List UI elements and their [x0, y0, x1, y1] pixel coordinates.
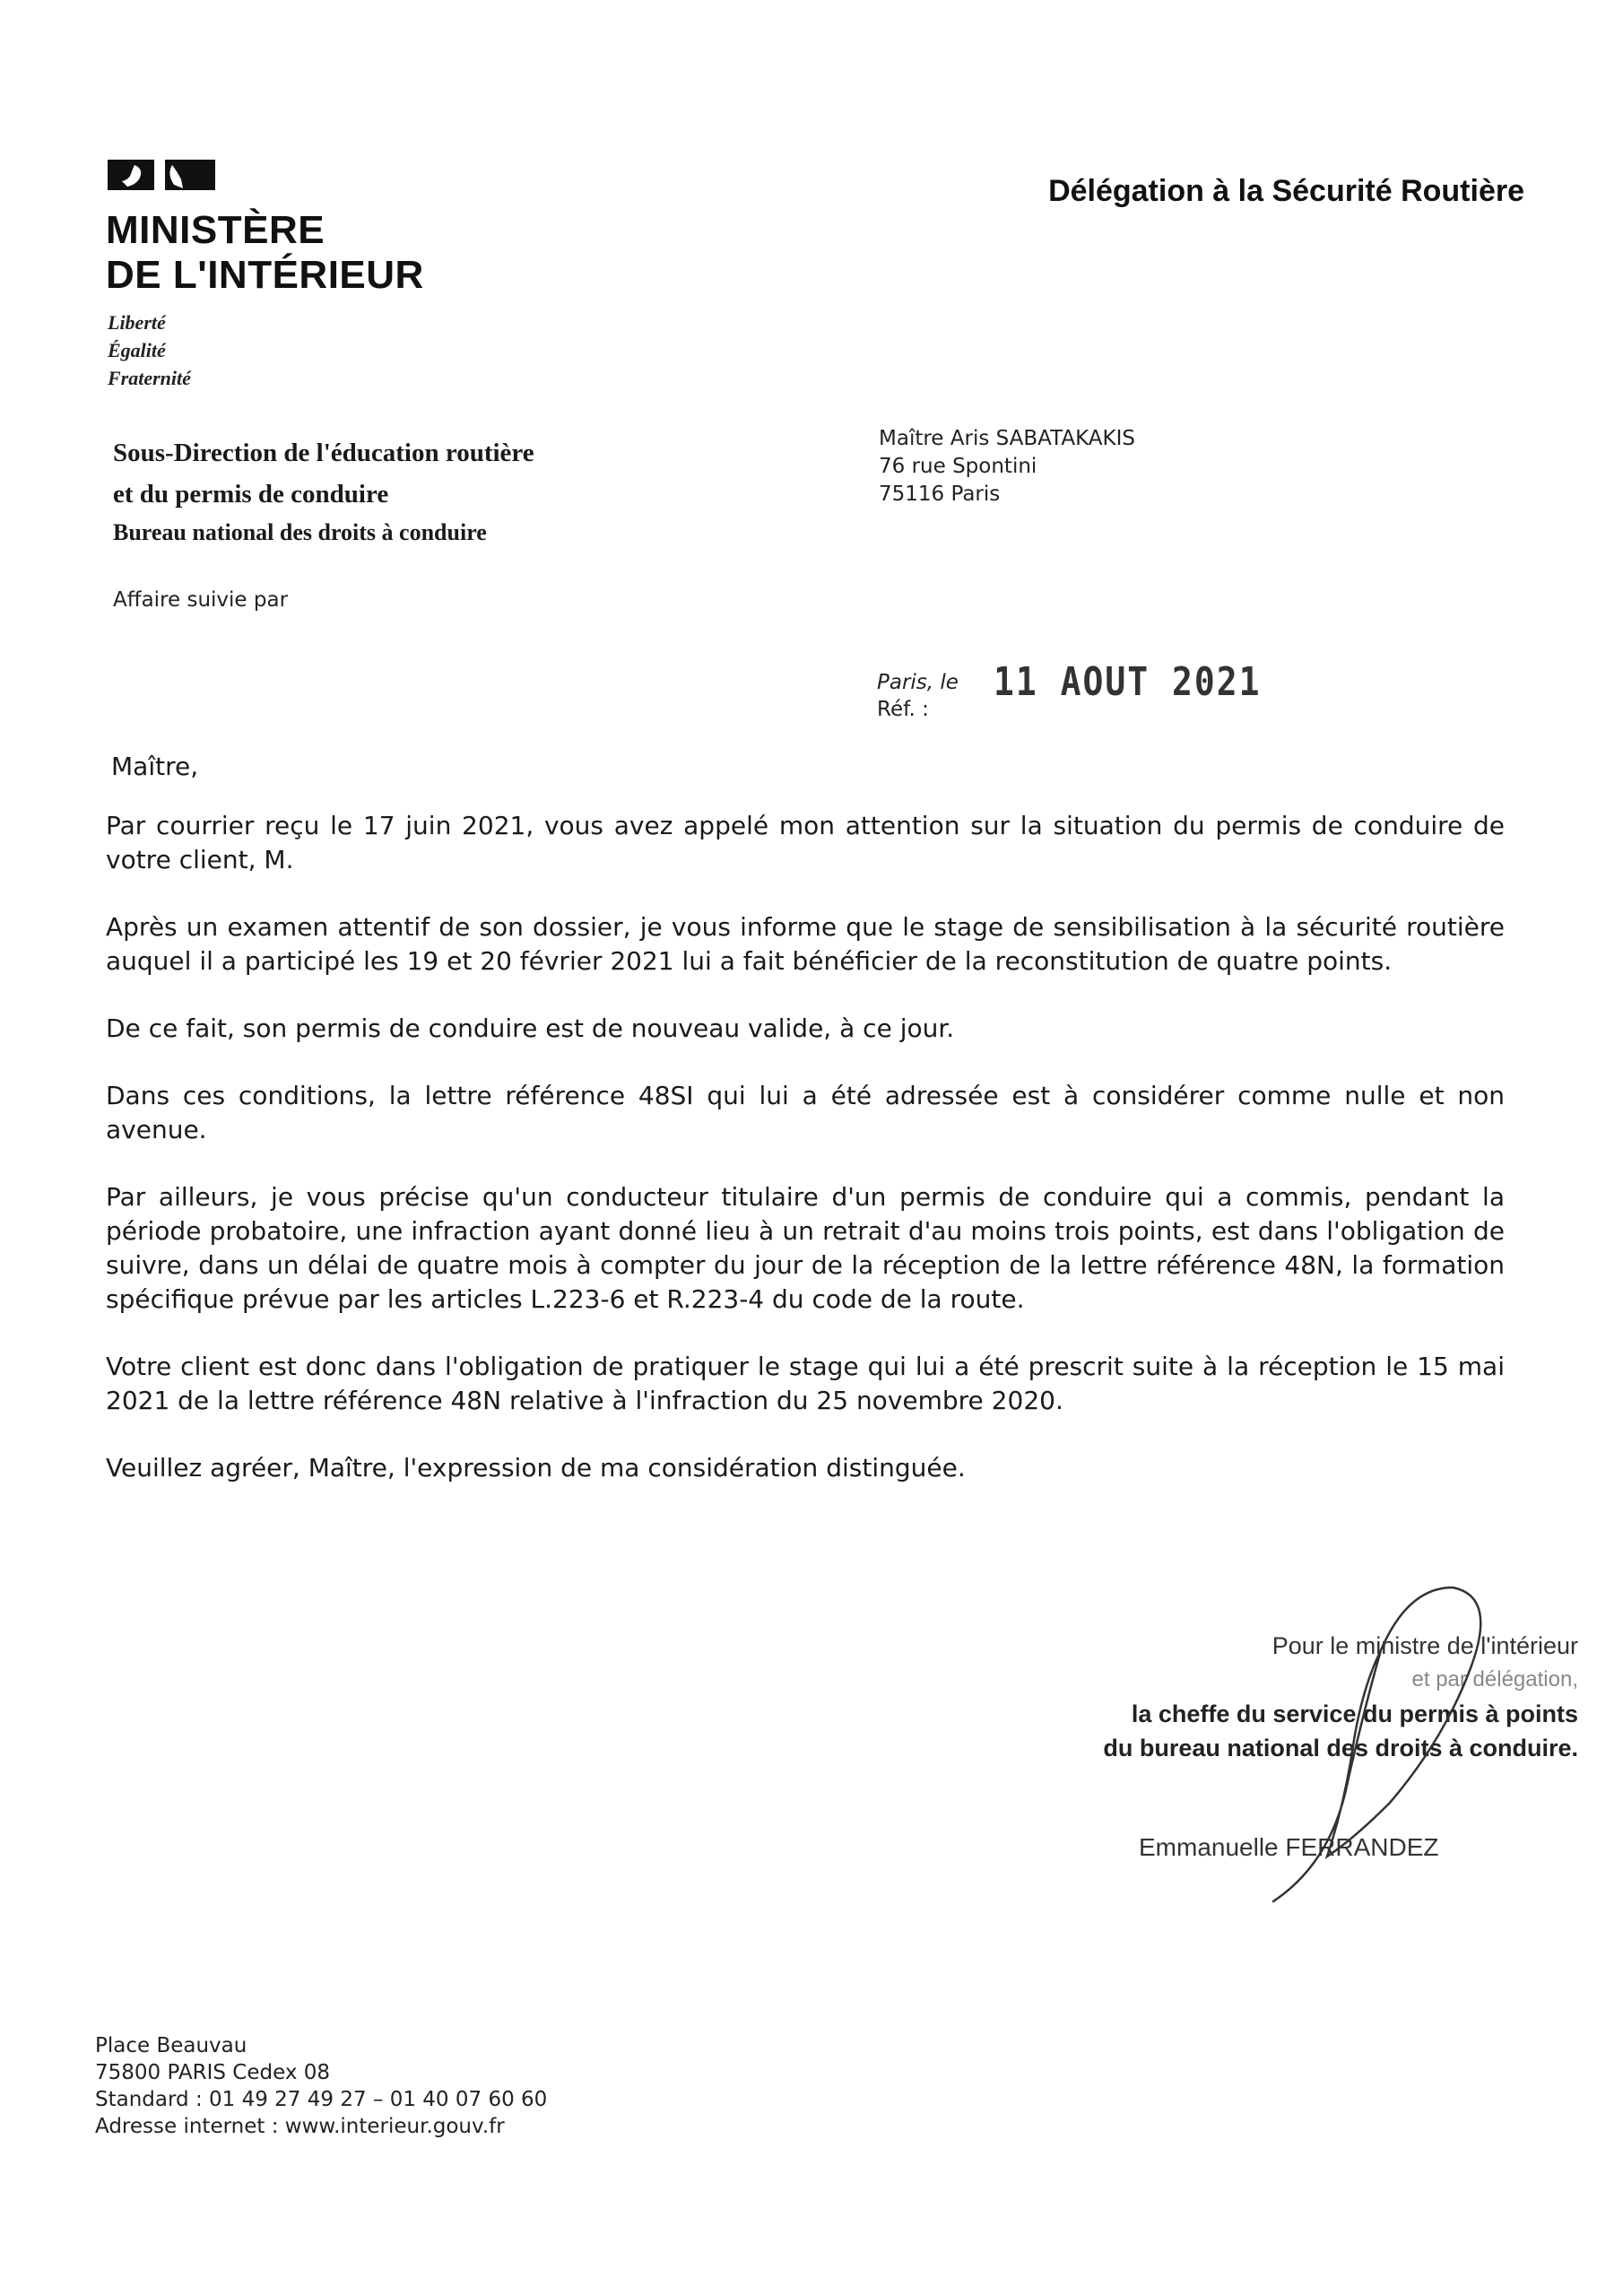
paragraph-6: Votre client est donc dans l'obligation de pratiquer le stage qui lui a été prescrit suite à la réception le 15 mai 2021 de la lettre référence 48N relative à l'infraction du 25 novembre 2020.	[106, 1352, 1505, 1415]
handwritten-signature-icon	[1237, 1578, 1524, 1919]
paragraph-5: Par ailleurs, je vous précise qu'un conducteur titulaire d'un permis de conduire qui a commis, pendant la période probatoire, une infraction ayant donné lieu à un retrait d'au moins trois points, est dans l'obligation de suivre, dans un délai de quatre mois à compter du jour de la réception de la lettre référence 48N, la formation spécifique prévue par les articles L.223-6 et R.223-4 du code de la route.	[106, 1182, 1505, 1314]
letter-body	[106, 809, 1505, 1518]
delegation-title: Délégation à la Sécurité Routière	[1048, 174, 1524, 208]
service-block	[113, 432, 534, 551]
reference-label: Réf. :	[877, 698, 929, 721]
signature-line2: et par délégation,	[1411, 1667, 1578, 1692]
recipient-address	[879, 425, 1135, 509]
motto-liberte: Liberté	[108, 311, 166, 334]
paragraph-4: Dans ces conditions, la lettre référence 48SI qui lui a été adressée est à considérer comme nulle et non avenue.	[106, 1081, 1505, 1144]
ministry-name-line1: MINISTÈRE	[106, 208, 325, 252]
paragraph-2: Après un examen attentif de son dossier, je vous informe que le stage de sensibilisation à la sécurité routière auquel il a participé les 19 et 20 février 2021 lui a fait bénéficier de la reconstitution de quatre points.	[106, 912, 1505, 976]
motto-egalite: Égalité	[108, 339, 166, 361]
signatory-name: Emmanuelle FERRANDEZ	[1139, 1833, 1439, 1861]
signature-line4: du bureau national des droits à conduire.	[1103, 1735, 1578, 1761]
footer-phone: Standard : 01 49 27 49 27 – 01 40 07 60 60	[95, 2088, 548, 2111]
republic-motto	[108, 309, 191, 392]
service-line1: Sous-Direction de l'éducation routière	[113, 439, 534, 467]
paragraph-7: Veuillez agréer, Maître, l'expression de ma considération distinguée.	[106, 1453, 966, 1483]
motto-fraternite: Fraternité	[108, 367, 191, 389]
recipient-street: 76 rue Spontini	[879, 455, 1037, 478]
footer-line1: Place Beauvau	[95, 2034, 247, 2057]
marianne-logo-icon	[108, 158, 215, 192]
footer-address	[95, 2032, 547, 2140]
paragraph-1: Par courrier reçu le 17 juin 2021, vous avez appelé mon attention sur la situation du permis de conduire de votre client, M.	[106, 811, 1505, 874]
salutation: Maître,	[111, 752, 199, 781]
ministry-name-line2: DE L'INTÉRIEUR	[106, 253, 424, 297]
service-line2: et du permis de conduire	[113, 480, 389, 509]
paragraph-3: De ce fait, son permis de conduire est de nouveau valide, à ce jour.	[106, 1013, 955, 1043]
footer-line2: 75800 PARIS Cedex 08	[95, 2061, 331, 2084]
ministry-name	[106, 208, 424, 298]
recipient-name: Maître Aris SABATAKAKIS	[879, 427, 1135, 450]
signature-line3: la cheffe du service du permis à points	[1131, 1700, 1578, 1727]
affaire-suivie-label: Affaire suivie par	[113, 588, 289, 612]
signature-line1: Pour le ministre de l'intérieur	[1271, 1632, 1578, 1659]
date-place-label: Paris, le	[877, 671, 959, 694]
footer-website: Adresse internet : www.interieur.gouv.fr	[95, 2115, 505, 2138]
date-stamp: 11 AOUT 2021	[994, 658, 1262, 705]
service-bureau: Bureau national des droits à conduire	[113, 519, 487, 545]
recipient-city: 75116 Paris	[879, 483, 1001, 506]
date-block	[877, 669, 959, 723]
